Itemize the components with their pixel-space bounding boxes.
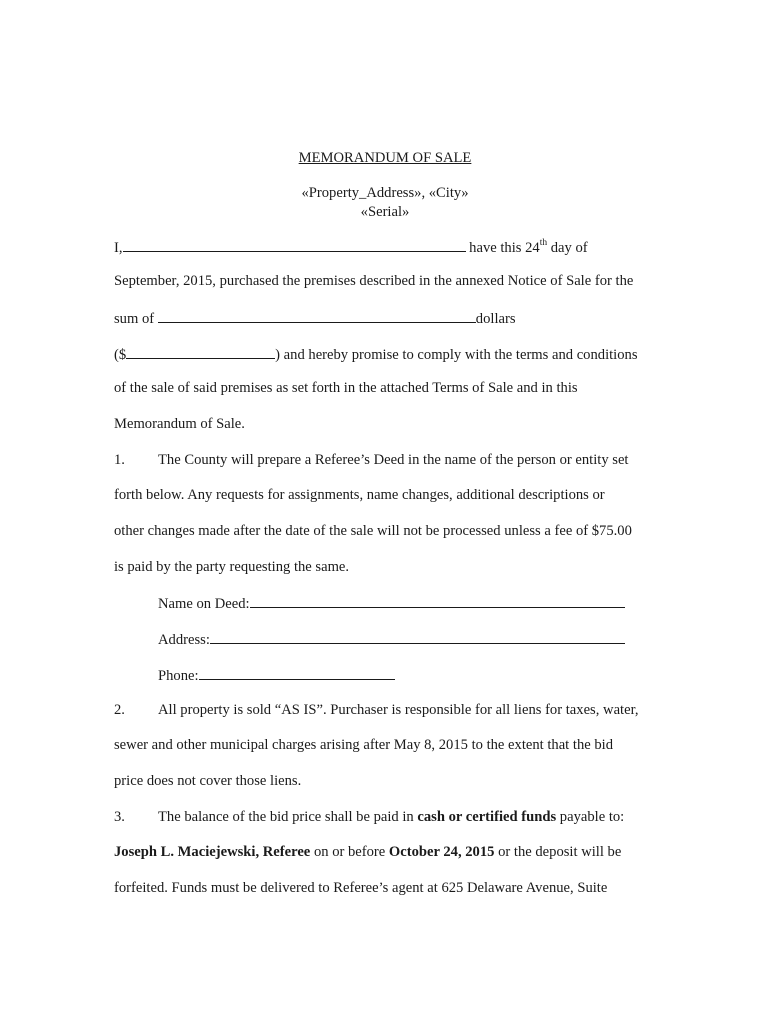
- intro-line-2: September, 2015, purchased the premises described in the annexed Notice of Sale for the: [114, 273, 634, 289]
- section-3-number: 3.: [114, 809, 125, 825]
- sum-amount-blank[interactable]: [126, 344, 275, 359]
- section-1-number: 1.: [114, 452, 125, 468]
- sum-words-blank[interactable]: [158, 308, 476, 323]
- section-3-text-end: payable to:: [556, 809, 625, 825]
- dollars-label: dollars: [475, 311, 516, 327]
- address-blank[interactable]: [210, 629, 625, 644]
- paren-start: ($: [114, 347, 127, 363]
- phone-blank[interactable]: [199, 665, 395, 680]
- section-1-line-4: is paid by the party requesting the same.: [114, 559, 350, 575]
- section-3-line-2: [114, 843, 621, 861]
- phone-label: Phone:: [158, 668, 199, 684]
- section-2-line-1: [114, 701, 639, 719]
- purchaser-name-blank[interactable]: [123, 237, 466, 252]
- intro-line-4: [114, 344, 638, 364]
- section-2-number: 2.: [114, 702, 125, 718]
- payment-method: cash or certified funds: [417, 809, 557, 825]
- document-title: MEMORANDUM OF SALE: [298, 150, 472, 166]
- section-1-line-1: [114, 451, 628, 469]
- serial-line: «Serial»: [360, 204, 410, 220]
- section-3-line-2-end: or the deposit will be: [494, 844, 622, 860]
- section-3-line-1: [114, 808, 624, 826]
- section-3-line-3: forfeited. Funds must be delivered to Referee’s agent at 625 Delaware Avenue, Suite: [114, 880, 608, 896]
- section-2-line-2: sewer and other municipal charges arising after May 8, 2015 to the extent that the bid: [114, 737, 614, 753]
- address-label: Address:: [158, 632, 210, 648]
- paren-end: ) and hereby promise to comply with the terms and conditions: [275, 347, 638, 363]
- intro-line-3: [114, 308, 516, 328]
- section-1-line-3: other changes made after the date of the sale will not be processed unless a fee of $75.00: [114, 523, 632, 539]
- section-3-text-start: The balance of the bid price shall be paid in: [158, 809, 418, 825]
- section-2-text: All property is sold “AS IS”. Purchaser is responsible for all liens for taxes, water,: [158, 702, 639, 718]
- name-on-deed-blank[interactable]: [250, 593, 625, 608]
- referee-name: Joseph L. Maciejewski, Referee: [114, 844, 311, 860]
- section-3-line-2-mid: on or before: [310, 844, 389, 860]
- name-on-deed-row: [158, 593, 625, 613]
- intro-line-1: [114, 237, 588, 257]
- phone-row: [158, 665, 395, 685]
- intro-date-text: have this 24: [469, 240, 540, 256]
- intro-day-of: day of: [547, 240, 588, 256]
- address-row: [158, 629, 625, 649]
- payment-deadline: October 24, 2015: [388, 844, 495, 860]
- section-1-text: The County will prepare a Referee’s Deed in the name of the person or entity set: [158, 452, 629, 468]
- property-line: «Property_Address», «City»: [301, 185, 469, 201]
- name-on-deed-label: Name on Deed:: [158, 596, 250, 612]
- intro-start: I,: [114, 240, 123, 256]
- section-2-line-3: price does not cover those liens.: [114, 773, 302, 789]
- intro-ordinal: th: [539, 238, 548, 249]
- intro-line-6: Memorandum of Sale.: [114, 416, 245, 432]
- section-1-line-2: forth below. Any requests for assignments, name changes, additional descriptions or: [114, 487, 605, 503]
- sum-of-label: sum of: [114, 311, 155, 327]
- intro-line-5: of the sale of said premises as set forth in the attached Terms of Sale and in this: [114, 380, 578, 396]
